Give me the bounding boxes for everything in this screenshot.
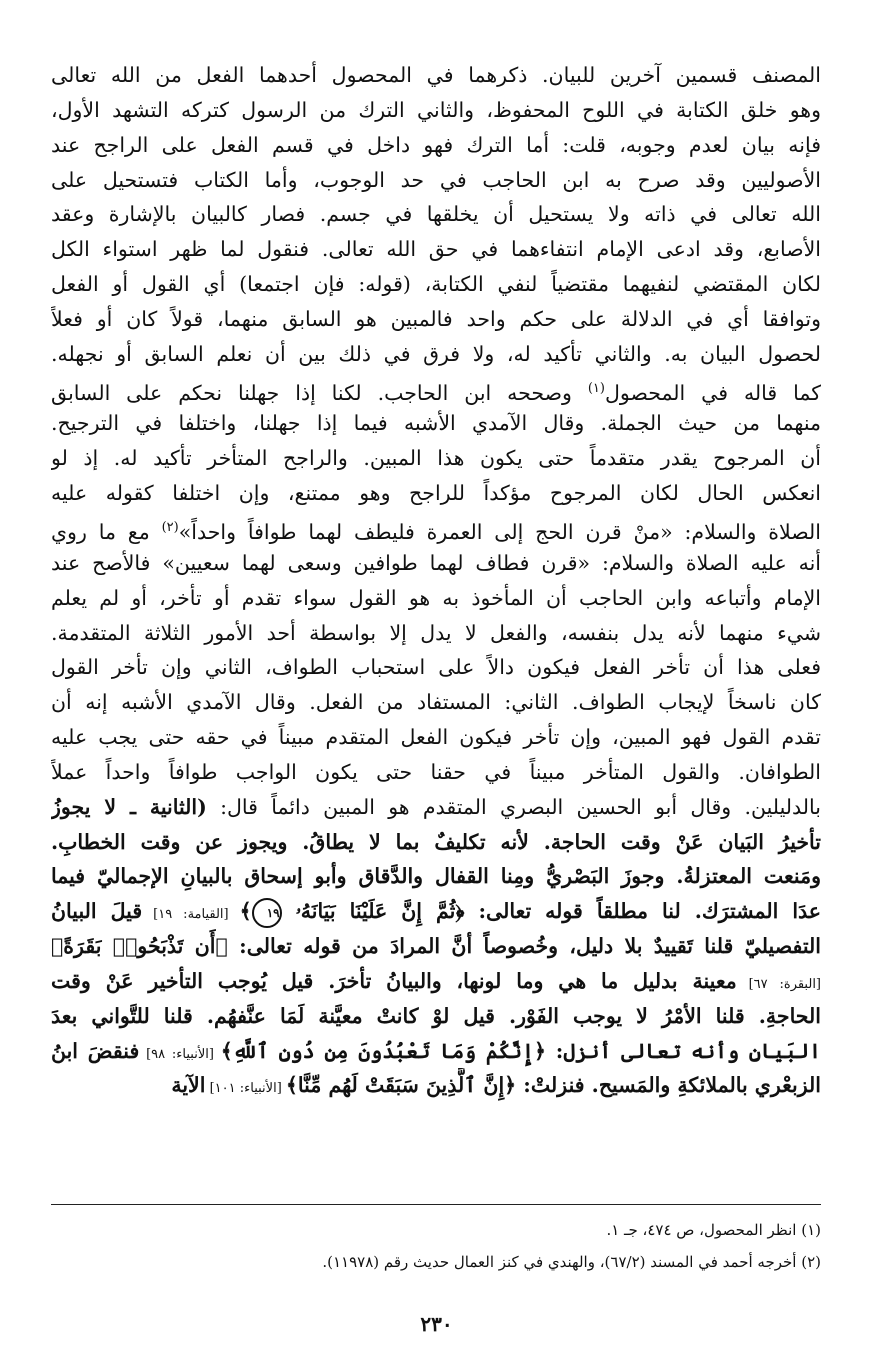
matn-line (51, 1068, 821, 1103)
text-line (51, 372, 821, 407)
footnote-ref-1[interactable]: (١) (587, 380, 605, 396)
matn-fragment: (الثانية ـ لا يجوزُ (51, 794, 207, 819)
matn-fragment: عدَا المشترَك. لنا مطلقاً قوله تعالى: (464, 899, 821, 924)
text-line: وهو خلق الكتابة في اللوح المحفوظ، والثاني الترك من الرسول كتركه التشهد الأول، (51, 97, 821, 122)
text-fragment: بالدليلين. وقال أبو الحسين البصري المتقدم هو المبين دائماً قال: (206, 794, 821, 819)
text-line (51, 511, 821, 546)
quran-verse: ﴿أَن تَذْبَحُوا۟ بَقَرَةً﴾ (51, 934, 228, 959)
matn-line (51, 929, 821, 964)
matn-line: ومَنعت المعتزلةُ. وجوزَ البَصْريُّ ومِنا القفال والدَّقاق وأبو إسحاق بالبيانِ الإجماليّ فيما (51, 864, 821, 889)
text-line (51, 790, 821, 825)
text-line: وتوافقا أي في الدلالة على حكم واحد فالمبين هو السابق منهما، قولاً كان أو فعلاً (51, 306, 821, 331)
text-fragment: الصلاة والسلام: «منْ قرن الحج إلى العمرة فليطف لهما طوافاً واحداً» (178, 519, 821, 544)
text-fragment: وصححه ابن الحاجب. لكنا إذا جهلنا نحكم على السابق (51, 380, 588, 405)
matn-fragment: البَيانِ وأنه تعالى أنزل: (546, 1038, 821, 1063)
text-line: كان ناسخاً لإيجاب الطواف. الثاني: المستفاد من الفعل. وقال الآمدي الأشبه إنه أن (51, 690, 821, 715)
ayah-number-marker: ١٩ (252, 898, 282, 928)
text-fragment: مع ما روي (51, 519, 162, 544)
text-line: الطوافان. والقول المتأخر مبيناً في حقنا حتى يكون الواجب طوافاً واحداً عملاً (51, 759, 821, 784)
matn-line: الحاجةِ. قلنا الأمْرُ لا يوجب الفَوْر. قيل لوْ كانتْ معيَّنة لَمَا عنَّفهُم. قلنا للتَّواني بعدَ (51, 1003, 821, 1028)
text-line: تقدم القول فهو المبين، وإن تأخر فيكون الفعل المتقدم مبيناً في حقه حتى يجب عليه (51, 725, 821, 750)
text-line: انعكس الحال لكان المرجوح مؤكداً للراجح وهو ممتنع، وإن اختلفا كقوله عليه (51, 481, 821, 506)
quran-verse: ﴿إِنَّ ٱلَّذِينَ سَبَقَتْ لَهُم مِّنَّا﴾ (285, 1073, 517, 1098)
matn-line (51, 964, 821, 999)
matn-fragment: فنقضَ ابنُ (51, 1038, 140, 1063)
matn-fragment: التفصيليّ قلنا تَقييدٌ بلا دليل، وخُصوصاً أنَّ المرادَ من قوله تعالى: (227, 934, 821, 959)
text-line: المصنف قسمين آخرين للبيان. ذكرهما في المحصول أحدهما الفعل من الله تعالى (51, 63, 821, 87)
matn-line: عدَا المشترَك. لنا مطلقاً قوله تعالى: ﴿ثُمَّ إِنَّ عَلَيْنَا بَيَانَهُۥ ١٩﴾ [القيامة: ١٩] قيلَ البيانُ (51, 894, 821, 929)
matn-fragment: الزبعْري بالملائكةِ والمَسيح. فنزلتْ: (516, 1073, 821, 1098)
text-line: شيء منهما لأنه يدل بنفسه، والفعل لا يدل إلا بواسطة أحد الأمور الثلاثة المتقدمة. (51, 620, 821, 645)
matn-line (51, 1034, 821, 1069)
footnote-2: (٢) أخرجه أحمد في المسند (٦٧/٢)، والهندي في كنز العمال حديث رقم (١١٩٧٨). (322, 1253, 821, 1271)
footnote-divider (51, 1204, 821, 1205)
footnotes (51, 1214, 821, 1278)
text-line: لكان المقتضي لنفيهما مقتضياً لنفي الكتابة، (قوله: فإن اجتمعا) أي القول أو الفعل (51, 272, 821, 297)
text-line: الإمام وأتباعه وابن الحاجب أن المأخوذ به هو القول سواء تقدم أو تأخر، أو لم يعلم (51, 585, 821, 610)
quran-verse: ﴿إِنَّكُمْ وَمَا تَعْبُدُونَ مِن دُونِ ٱللَّهِ﴾ (220, 1038, 546, 1063)
text-line: فإنه بيان لعدم وجوبه، قلت: أما الترك فهو داخل في قسم الفعل على الراجح عند (51, 132, 821, 157)
verse-reference: [الأنبياء: ١٠١] (205, 1081, 286, 1097)
verse-reference: [الأنبياء: ٩٨] (139, 1046, 221, 1062)
matn-fragment: الآية (171, 1073, 206, 1098)
text-line: الأصابع، وقد ادعى الإمام انتفاءهما في حق الله تعالى. فنقول لما ظهر استواء الكل (51, 237, 821, 262)
verse-reference: [القيامة: ١٩] (142, 907, 240, 923)
text-line: فعلى هذا أن تأخر الفعل فيكون دالاً على استحباب الطواف، الثاني وإن تأخر القول (51, 655, 821, 680)
matn-line: تأخيرُ البَيان عَنْ وقت الحاجة. لأنه تكليفٌ بما لا يطاقُ. ويجوز عن وقت الخطابِ. (51, 829, 821, 854)
text-line: أنه عليه الصلاة والسلام: «قرن فطاف لهما طوافين وسعى لهما سعيين» فالأصح عند (51, 550, 821, 575)
text-line: الله تعالى في ذاته ولا يستحيل أن يخلقها في جسم. فصار كالبيان بالإشارة وعقد (51, 202, 821, 227)
verse-reference: [البقرة: ٦٧] (736, 976, 821, 992)
footnote-1: (١) انظر المحصول، ص ٤٧٤، جـ ١. (606, 1221, 821, 1239)
matn-fragment: قيلَ البيانُ (51, 899, 143, 924)
footnote-ref-2[interactable]: (٢) (161, 519, 179, 535)
matn-fragment: معينة بدليل ما هي وما لونها، والبيانُ تأخرَ. قيل يُوجب التأخير عَنْ وقت (51, 968, 737, 993)
quran-verse: ﴿ثُمَّ إِنَّ عَلَيْنَا بَيَانَهُۥ (295, 899, 465, 924)
text-line: الأصوليين وقد صرح به ابن الحاجب في حد الوجوب، وأما الكتاب فتستحيل على (51, 167, 821, 192)
main-text (51, 58, 821, 1103)
text-line: لحصول البيان به. والثاني تأكيد له، ولا فرق في ذلك بين أن نعلم السابق أو نجهله. (51, 341, 821, 366)
text-line: أن المرجوح يقدر متقدماً حتى يكون هذا المبين. والراجح المتأخر تأكيد له. إذ لو (51, 446, 821, 471)
page-number: ٢٣٠ (420, 1312, 453, 1336)
text-fragment: كما قاله في المحصول (604, 380, 821, 405)
text-line: منهما من حيث الجملة. وقال الآمدي الأشبه فيما إذا جهلنا، واختلفا في الترجيح. (51, 411, 821, 436)
